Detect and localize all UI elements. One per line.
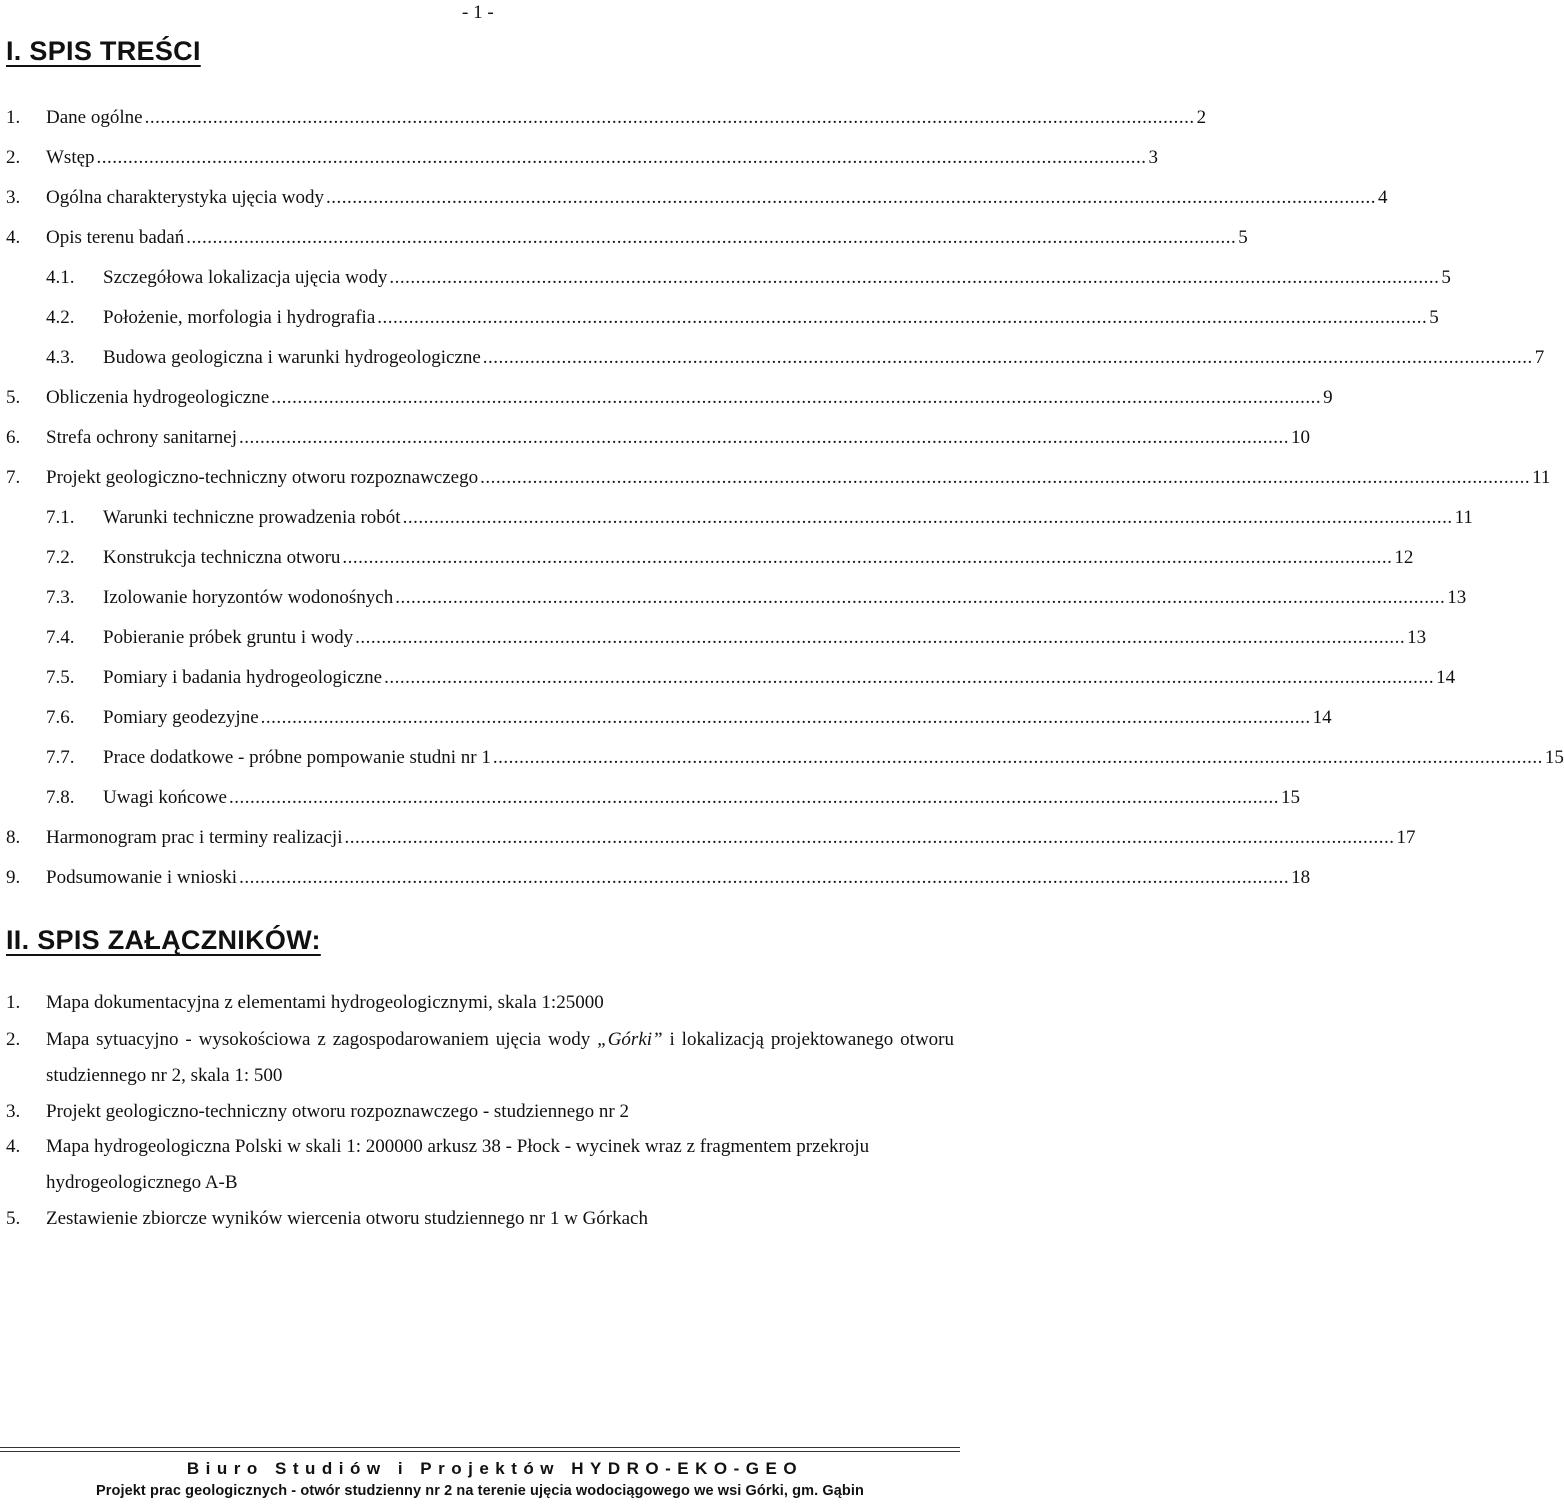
toc-entry-title: Projekt geologiczno-techniczny otworu rozpoznawczego [46,467,479,488]
footer-divider [0,1451,960,1452]
toc-entry-page: 5 [1238,227,1248,248]
toc-dot-leader: ........................................................................................................................................................................................................ [344,827,1395,848]
attachment-text-part: Mapa sytuacyjno - wysokościowa z zagospodarowaniem ujęcia wody [46,1029,598,1050]
toc-dot-leader: ........................................................................................................................................................................................................ [389,267,1440,288]
attachment-number: 2. [6,1029,21,1050]
footer-company: Biuro Studiów i Projektów HYDRO-EKO-GEO [186,1459,804,1478]
toc-entry-number: 4. [6,227,21,248]
toc-entry-page: 15 [1281,787,1300,808]
attachment-number: 4. [6,1136,21,1157]
attachment-item [6,985,954,1021]
attachment-item [6,1201,954,1237]
toc-entry [46,625,1427,651]
toc-entry [6,105,1207,131]
toc-entry-title: Budowa geologiczna i warunki hydrogeologiczne [103,347,481,368]
attachment-number: 3. [6,1101,21,1122]
toc-dot-leader: ........................................................................................................................................................................................................ [342,547,1393,568]
toc-entry-number: 6. [6,427,21,448]
toc-entry [6,865,1311,891]
toc-entry [46,345,1545,371]
toc-entry-title: Izolowanie horyzontów wodonośnych [103,587,394,608]
toc-entry-title: Ogólna charakterystyka ujęcia wody [46,187,325,208]
toc-entry-title: Konstrukcja techniczna otworu [103,547,341,568]
toc-dot-leader: ........................................................................................................................................................................................................ [238,427,1289,448]
toc-entry-number: 7.2. [46,547,75,568]
toc-entry [6,385,1333,411]
toc-entry-page: 14 [1312,707,1332,728]
toc-entry [6,425,1310,451]
toc-entry [6,465,1551,491]
toc-entry-number: 4.2. [46,307,75,328]
toc-entry-number: 9. [6,867,21,888]
page-number: - 1 - [462,2,494,23]
toc-dot-leader: ........................................................................................................................................................................................................ [271,387,1322,408]
toc-entry-page: 4 [1378,187,1388,208]
toc-entry-page: 17 [1396,827,1416,848]
toc-entry-page: 2 [1196,107,1207,128]
toc-entry [46,545,1414,571]
toc-dot-leader: ........................................................................................................................................................................................................ [186,227,1237,248]
attachment-text: Projekt geologiczno-techniczny otworu rozpoznawczego - studziennego nr 2 [46,1101,629,1122]
toc-dot-leader: ........................................................................................................................................................................................................ [326,187,1377,208]
toc-entry-title: Podsumowanie i wnioski [46,867,238,888]
toc-entry-title: Warunki techniczne prowadzenia robót [103,507,401,528]
toc-entry-title: Uwagi końcowe [103,787,227,808]
attachment-text-part: i lokalizacją projektowanego otworu studziennego nr 2, skala 1: 500 [46,1029,954,1086]
toc-entry-title: Pobieranie próbek gruntu i wody [103,627,354,648]
toc-entry-title: Szczegółowa lokalizacja ujęcia wody [103,267,388,288]
toc-entry-number: 7.8. [46,787,75,808]
toc-entry-page: 14 [1436,667,1456,688]
toc-entry-page: 18 [1291,867,1311,888]
toc-entry [6,145,1159,171]
toc-entry-number: 7.7. [46,747,75,768]
toc-entry-page: 10 [1290,427,1310,448]
toc-entry-number: 4.3. [46,347,75,368]
toc-entry [46,745,1564,771]
toc-entry [6,225,1248,251]
toc-entry-page: 13 [1447,587,1467,608]
attachment-number: 1. [6,992,21,1013]
toc-entry-page: 3 [1148,147,1159,168]
toc-dot-leader: ........................................................................................................................................................................................................ [384,667,1435,688]
toc-entry-page: 15 [1544,747,1564,768]
attachment-item [6,1022,954,1094]
attachment-text: Mapa hydrogeologiczna Polski w skali 1: 200000 arkusz 38 - Płock - wycinek wraz z fragmentem przekroju hydrogeologicznego A-B [46,1136,870,1193]
toc-entry-title: Wstęp [46,147,95,168]
toc-entry [46,265,1451,291]
attachments-heading: II. SPIS ZAŁĄCZNIKÓW: [6,925,321,955]
toc-dot-leader: ........................................................................................................................................................................................................ [395,587,1446,608]
toc-heading: I. SPIS TREŚCI [6,36,201,66]
toc-entry-page: 13 [1407,627,1427,648]
toc-dot-leader: ........................................................................................................................................................................................................ [402,507,1453,528]
toc-entry [6,185,1388,211]
toc-entry-number: 7.1. [46,507,75,528]
toc-entry [46,785,1300,811]
toc-entry [6,825,1416,851]
toc-dot-leader: ........................................................................................................................................................................................................ [355,627,1406,648]
toc-entry-number: 7.4. [46,627,75,648]
toc-entry-page: 9 [1323,387,1333,408]
toc-dot-leader: ........................................................................................................................................................................................................ [492,747,1543,768]
attachment-text: Zestawienie zbiorcze wyników wiercenia otworu studziennego nr 1 w Górkach [46,1208,648,1229]
toc-entry [46,305,1439,331]
toc-entry-number: 4.1. [46,267,75,288]
toc-entry-title: Pomiary geodezyjne [103,707,259,728]
toc-entry-number: 7.3. [46,587,75,608]
toc-entry-number: 8. [6,827,21,848]
toc-dot-leader: ........................................................................................................................................................................................................ [377,307,1428,328]
toc-dot-leader: ........................................................................................................................................................................................................ [480,467,1531,488]
toc-entry-page: 11 [1454,507,1473,528]
toc-entry-title: Pomiary i badania hydrogeologiczne [103,667,383,688]
toc-entry-number: 1. [6,107,21,128]
page-footer [0,1447,960,1509]
attachment-item [6,1094,954,1130]
attachment-place-name: „Górki” [597,1029,663,1050]
toc-entry-title: Położenie, morfologia i hydrografia [103,307,376,328]
toc-entry-title: Opis terenu badań [46,227,185,248]
attachment-text: Mapa dokumentacyjna z elementami hydrogeologicznymi, skala 1:25000 [46,992,604,1013]
toc-dot-leader: ........................................................................................................................................................................................................ [482,347,1533,368]
toc-entry-page: 7 [1534,347,1545,368]
toc-entry-page: 12 [1394,547,1414,568]
toc-entry [46,505,1473,531]
toc-dot-leader: ........................................................................................................................................................................................................ [260,707,1311,728]
attachment-number: 5. [6,1208,21,1229]
toc-entry-page: 5 [1441,267,1451,288]
toc-entry-number: 7. [6,467,21,488]
toc-entry-title: Dane ogólne [46,107,143,128]
toc-entry-page: 11 [1532,467,1551,488]
attachment-item [6,1129,954,1201]
toc-entry-number: 3. [6,187,21,208]
toc-entry-number: 2. [6,147,21,168]
toc-entry-page: 5 [1429,307,1439,328]
footer-divider [0,1447,960,1448]
toc-entry-title: Obliczenia hydrogeologiczne [46,387,270,408]
toc-entry-title: Prace dodatkowe - próbne pompowanie studni nr 1 [103,747,491,768]
toc-entry-title: Harmonogram prac i terminy realizacji [46,827,343,848]
toc-entry-number: 7.5. [46,667,75,688]
toc-entry [46,705,1332,731]
footer-project: Projekt prac geologicznych - otwór studzienny nr 2 na terenie ujęcia wodociągowego we wsi Górki, gm. Gąbin [96,1483,864,1499]
attachment-text [46,1022,954,1094]
toc-entry-number: 7.6. [46,707,75,728]
toc-dot-leader: ........................................................................................................................................................................................................ [239,867,1290,888]
toc-dot-leader: ........................................................................................................................................................................................................ [144,107,1195,128]
toc-entry-title: Strefa ochrony sanitarnej [46,427,237,448]
toc-dot-leader: ........................................................................................................................................................................................................ [96,147,1147,168]
toc-entry [46,665,1456,691]
toc-entry-number: 5. [6,387,21,408]
toc-dot-leader: ........................................................................................................................................................................................................ [229,787,1279,808]
toc-entry [46,585,1467,611]
